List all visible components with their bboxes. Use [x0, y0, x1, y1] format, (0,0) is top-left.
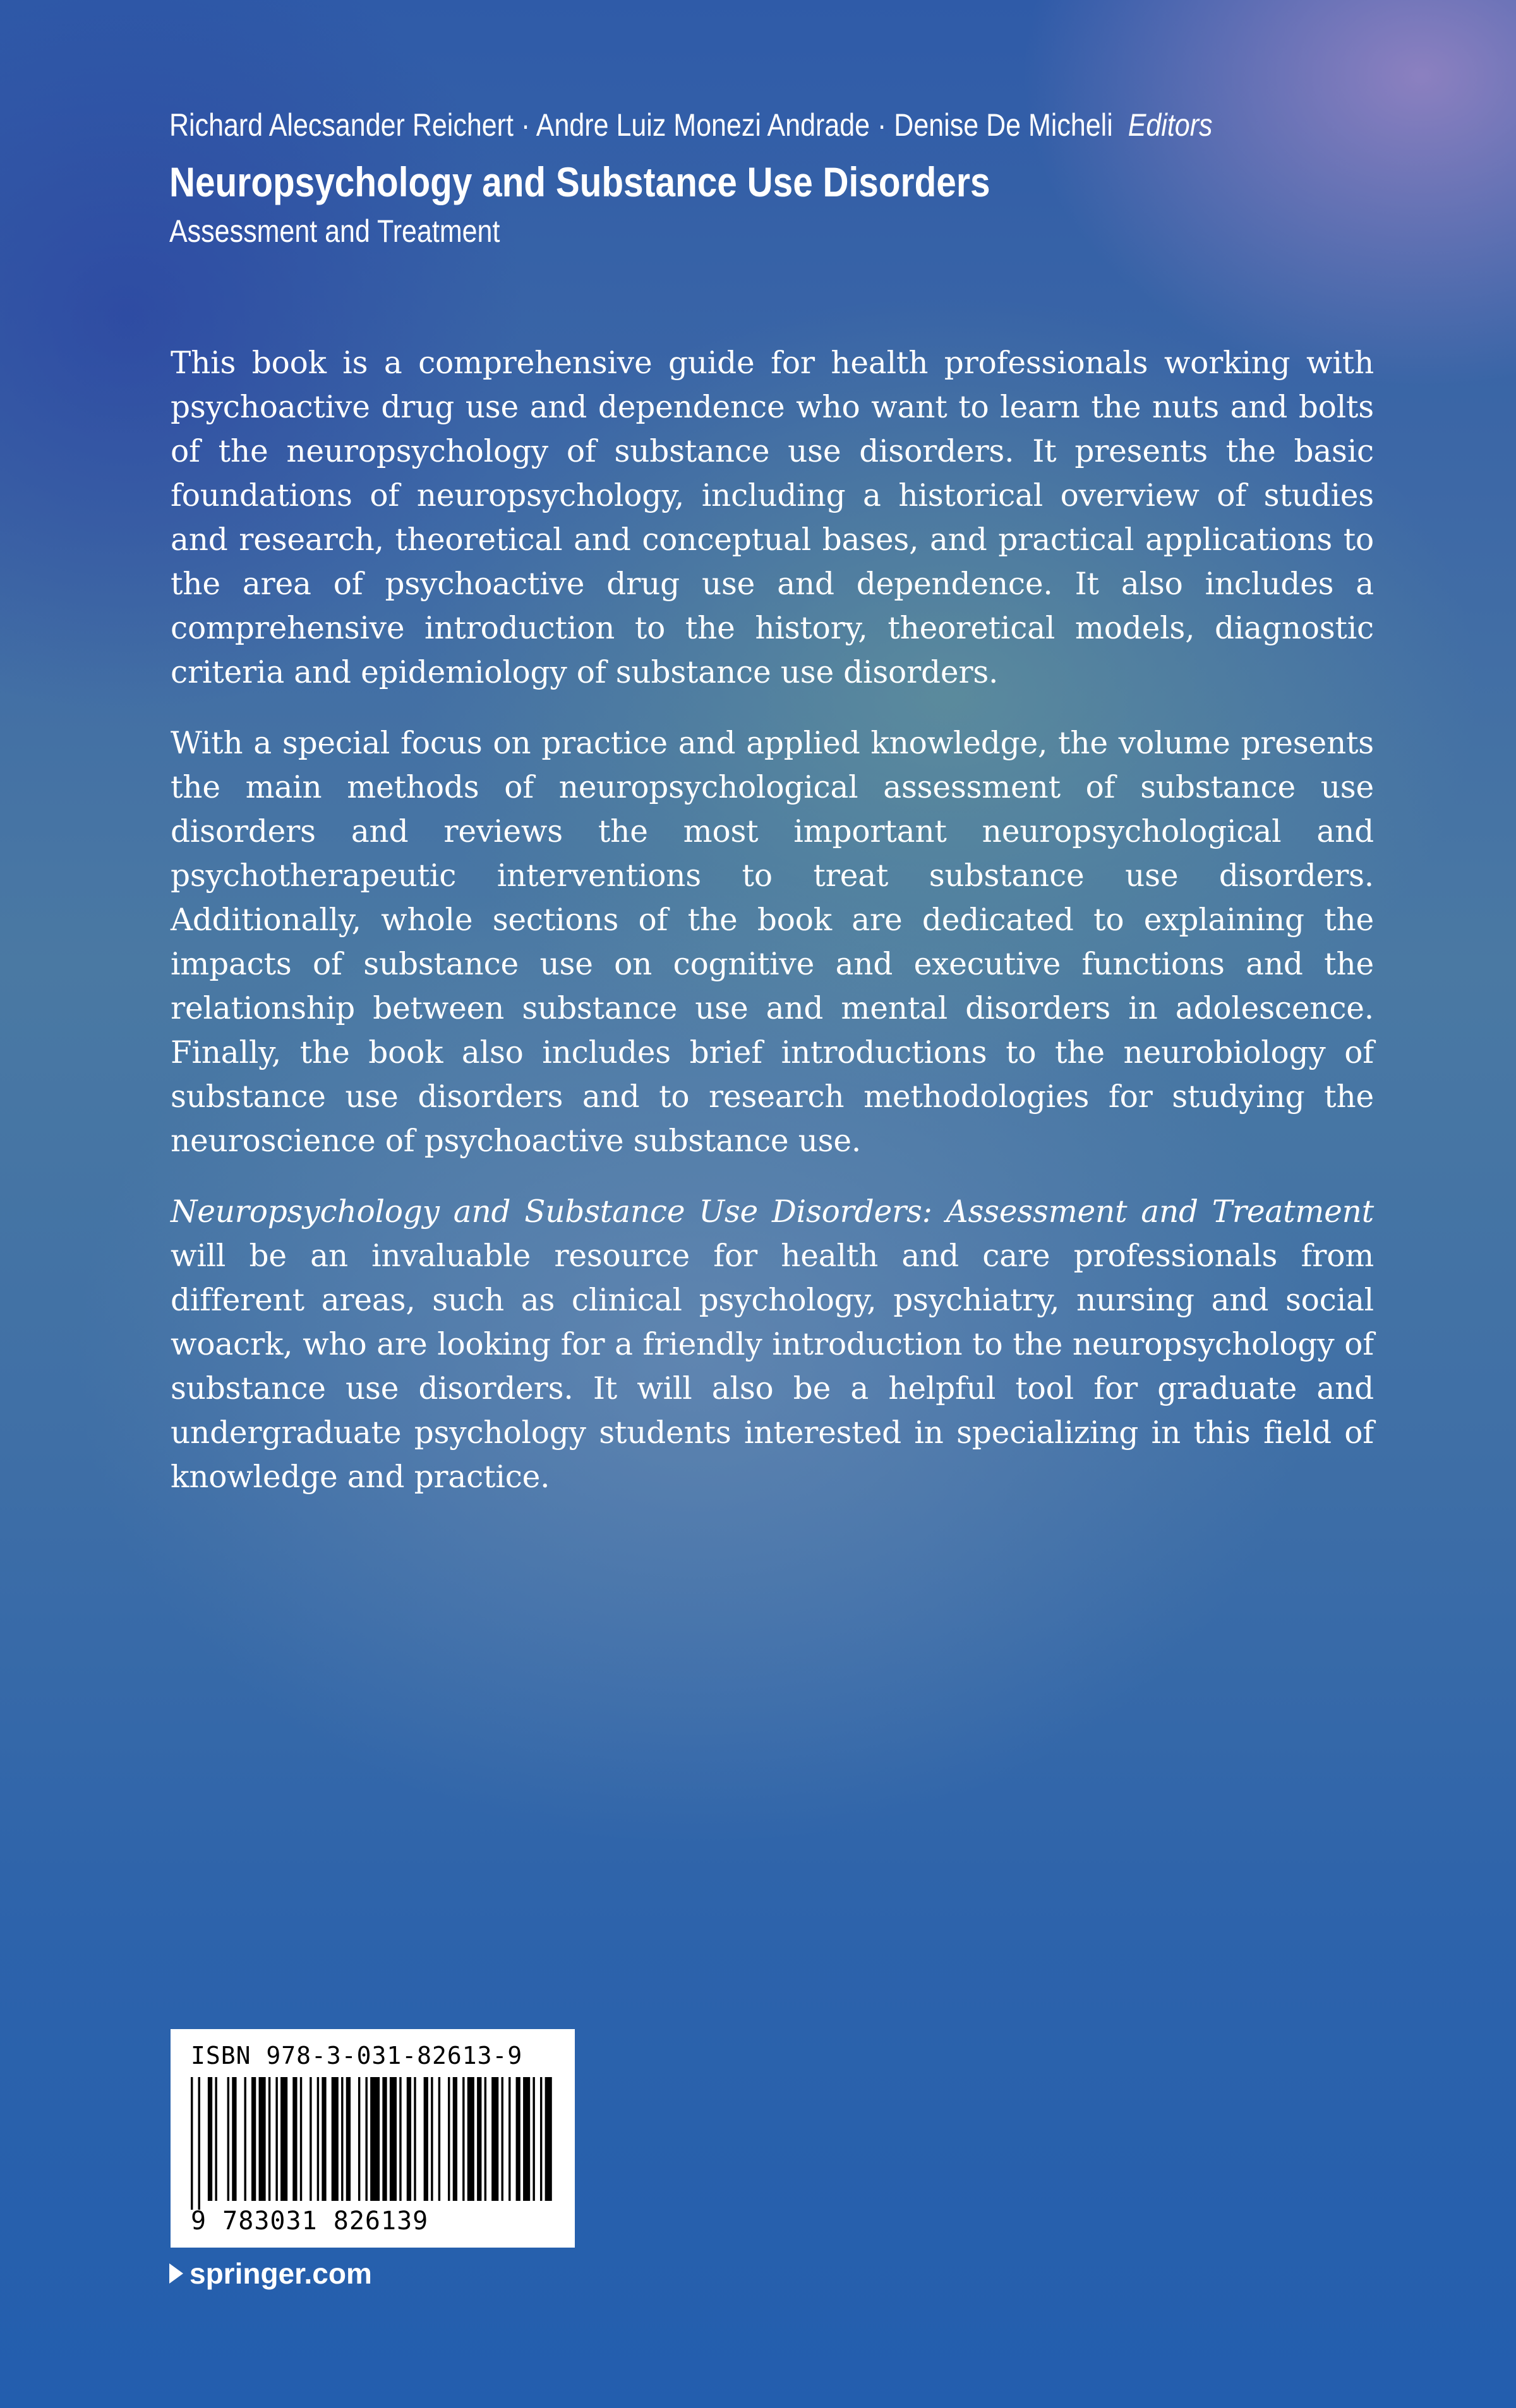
- barcode-bar: [341, 2077, 343, 2201]
- barcode-bar: [275, 2077, 277, 2201]
- barcode-bar: [390, 2077, 397, 2201]
- barcode-bar: [322, 2077, 326, 2201]
- barcode-bar: [198, 2077, 200, 2210]
- book-title: Neuropsychology and Substance Use Disorders: [169, 159, 990, 205]
- blurb: [171, 341, 1374, 1526]
- barcode-bar: [227, 2077, 229, 2201]
- barcode-bar: [300, 2077, 302, 2201]
- barcode-bar: [191, 2077, 193, 2210]
- editors-role: Editors: [1128, 107, 1213, 143]
- barcode-bar: [280, 2077, 287, 2201]
- barcode-bars: [191, 2077, 555, 2210]
- barcode-bar: [251, 2077, 256, 2201]
- triangle-right-icon: [169, 2263, 183, 2284]
- barcode-bar: [268, 2077, 270, 2201]
- barcode-bar: [462, 2077, 464, 2201]
- book-header: [169, 106, 1369, 250]
- barcode-bar: [208, 2077, 212, 2201]
- barcode-bar: [346, 2077, 351, 2201]
- barcode-bar: [484, 2077, 486, 2201]
- blurb-paragraph-3: [171, 1190, 1374, 1499]
- barcode-bar: [365, 2077, 367, 2201]
- barcode-bar: [545, 2077, 552, 2201]
- blurb-paragraph-2: With a special focus on practice and applied knowledge, the volume presents the main methods of neuropsychological assessment of substance use disorders and reviews the most important neuropsychological and psychotherapeutic interventions to treat substance use disorders. Additionally, whole sections of the book are dedicated to explaining the impacts of substance use on cognitive and executive functions and the relationship between substance use and mental disorders in adolescence. Finally, the book also includes brief introductions to the neurobiology of substance use disorders and to research methodologies for studying the neuroscience of psychoactive substance use.: [171, 726, 1374, 1159]
- barcode-bar: [438, 2077, 440, 2201]
- barcode-bar: [407, 2077, 411, 2201]
- barcode-bar: [467, 2077, 474, 2201]
- barcode-bar: [523, 2077, 530, 2201]
- barcode-bar: [477, 2077, 481, 2201]
- editors-line: [169, 106, 1213, 144]
- publisher-url: springer.com: [190, 2257, 372, 2290]
- barcode-bar: [532, 2077, 534, 2201]
- barcode-bar: [358, 2077, 360, 2201]
- barcode-bar: [317, 2077, 319, 2201]
- barcode-bar: [310, 2077, 311, 2201]
- barcode-bar: [431, 2077, 433, 2201]
- barcode-bar: [382, 2077, 387, 2201]
- barcode-bar: [215, 2077, 217, 2201]
- editors-names: Richard Alecsander Reichert · Andre Luiz Monezi Andrade · Denise De Micheli: [169, 107, 1113, 143]
- barcode-bar: [259, 2077, 266, 2201]
- barcode-bar: [502, 2077, 503, 2201]
- barcode-bar: [540, 2077, 542, 2201]
- barcode-bar: [332, 2077, 339, 2201]
- barcode-bar: [508, 2077, 510, 2201]
- barcode-bar: [244, 2077, 246, 2201]
- barcode-bar: [424, 2077, 428, 2201]
- barcode-bar: [453, 2077, 457, 2201]
- barcode-bar: [414, 2077, 416, 2201]
- barcode-bar: [232, 2077, 236, 2201]
- publisher-link[interactable]: [169, 2256, 372, 2291]
- blurb-paragraph-3-text: will be an invaluable resource for health and care professionals from different areas, such as clinical psychology, psychiatry, nursing and social woacrk, who are looking for a friendly introduction to the neuropsychology of substance use disorders. It will also be a helpful tool for graduate and undergraduate psychology students interested in specializing in this field of knowledge and practice.: [171, 1238, 1374, 1495]
- book-subtitle: Assessment and Treatment: [169, 213, 500, 249]
- isbn-barcode: [171, 2029, 575, 2248]
- barcode-bar: [448, 2077, 450, 2201]
- isbn-number: ISBN 978-3-031-82613-9: [191, 2042, 523, 2070]
- barcode-bar: [491, 2077, 498, 2201]
- barcode-bar: [370, 2077, 380, 2201]
- barcode-digits: 9 783031 826139: [191, 2207, 429, 2236]
- blurb-book-title: Neuropsychology and Substance Use Disorders: Assessment and Treatment: [171, 1194, 1374, 1230]
- barcode-bar: [292, 2077, 297, 2201]
- barcode-bar: [399, 2077, 401, 2201]
- barcode-bar: [516, 2077, 520, 2201]
- blurb-paragraph-1: This book is a comprehensive guide for health professionals working with psychoactive drug use and dependence who want to learn the nuts and bolts of the neuropsychology of substance use disorders. It presents the basic foundations of neuropsychology, including a historical overview of studies and research, theoretical and conceptual bases, and practical applications to the area of psychoactive drug use and dependence. It also includes a comprehensive introduction to the history, theoretical models, diagnostic criteria and epidemiology of substance use disorders.: [171, 345, 1374, 690]
